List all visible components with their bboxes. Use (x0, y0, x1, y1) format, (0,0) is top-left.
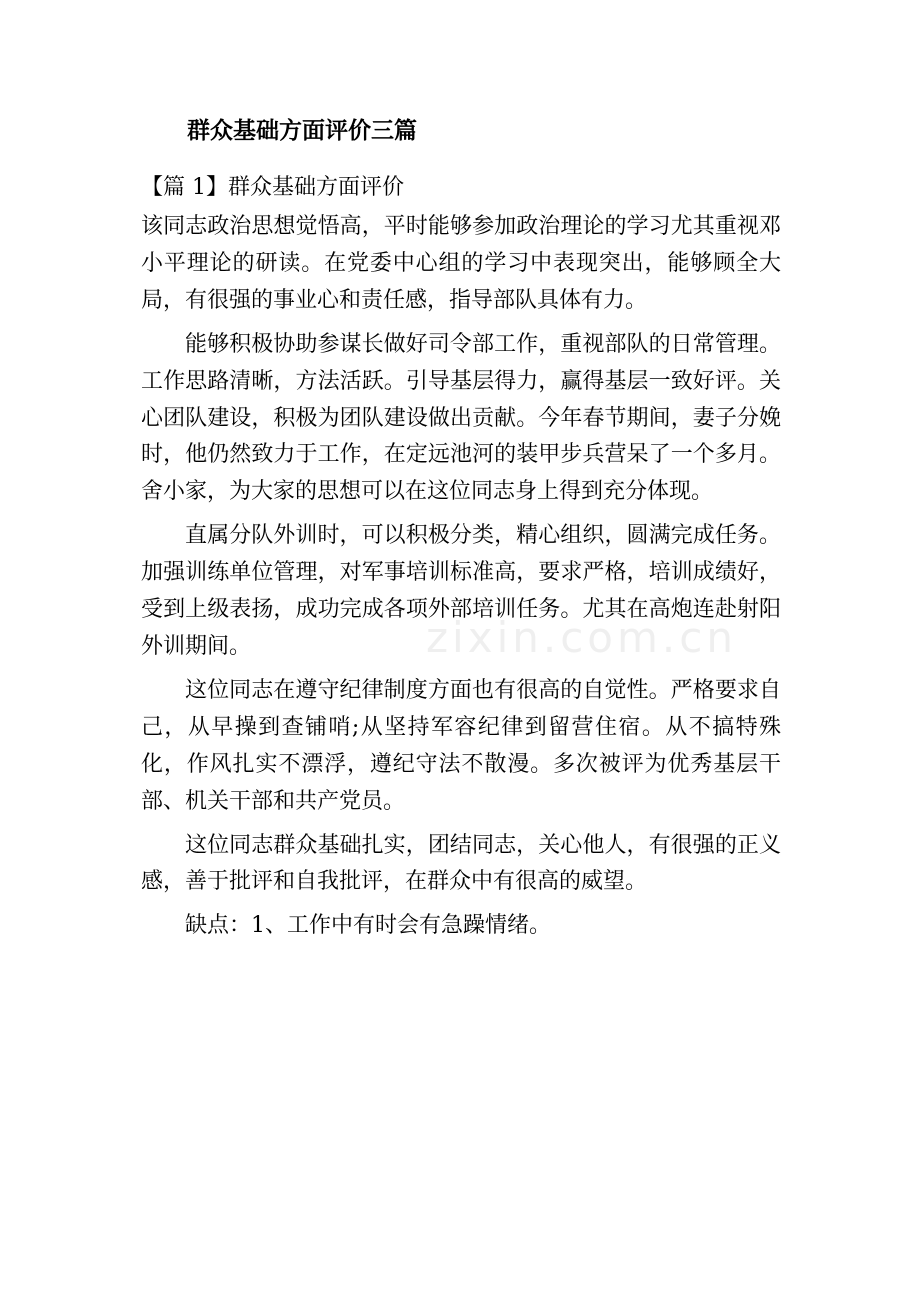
document-title: 群众基础方面评价三篇 (187, 117, 417, 144)
paragraph-2: 能够积极协助参谋长做好司令部工作，重视部队的日常管理。工作思路清晰，方法活跃。引导基层得力，赢得基层一致好评。关心团队建设，积极为团队建设做出贡献。今年春节期间，妻子分娩时，他仍然致力于工作，在定远池河的装甲步兵营呆了一个多月。舍小家，为大家的思想可以在这位同志身上得到充分体现。 (141, 331, 781, 505)
paragraph-1: 该同志政治思想觉悟高，平时能够参加政治理论的学习尤其重视邓小平理论的研读。在党委中心组的学习中表现突出，能够顾全大局，有很强的事业心和责任感，指导部队具体有力。 (141, 214, 781, 313)
paragraph-4: 这位同志在遵守纪律制度方面也有很高的自觉性。严格要求自己，从早操到查铺哨;从坚持军容纪律到留营住宿。从不搞特殊化，作风扎实不漂浮，遵纪守法不散漫。多次被评为优秀基层干部、机关干部和共产党员。 (141, 677, 781, 814)
paragraph-3: 直属分队外训时，可以积极分类，精心组织，圆满完成任务。加强训练单位管理，对军事培训标准高，要求严格，培训成绩好，受到上级表扬，成功完成各项外部培训任务。尤其在高炮连赴射阳外训期间。 (141, 523, 781, 659)
watermark: zixin.com.cn (426, 613, 737, 662)
document-body (141, 209, 781, 952)
paragraph-5: 这位同志群众基础扎实，团结同志，关心他人，有很强的正义感，善于批评和自我批评，在群众中有很高的威望。 (141, 832, 781, 895)
section-heading: 【篇 1】群众基础方面评价 (141, 175, 404, 200)
paragraph-6: 缺点：1、工作中有时会有急躁情绪。 (185, 913, 551, 939)
